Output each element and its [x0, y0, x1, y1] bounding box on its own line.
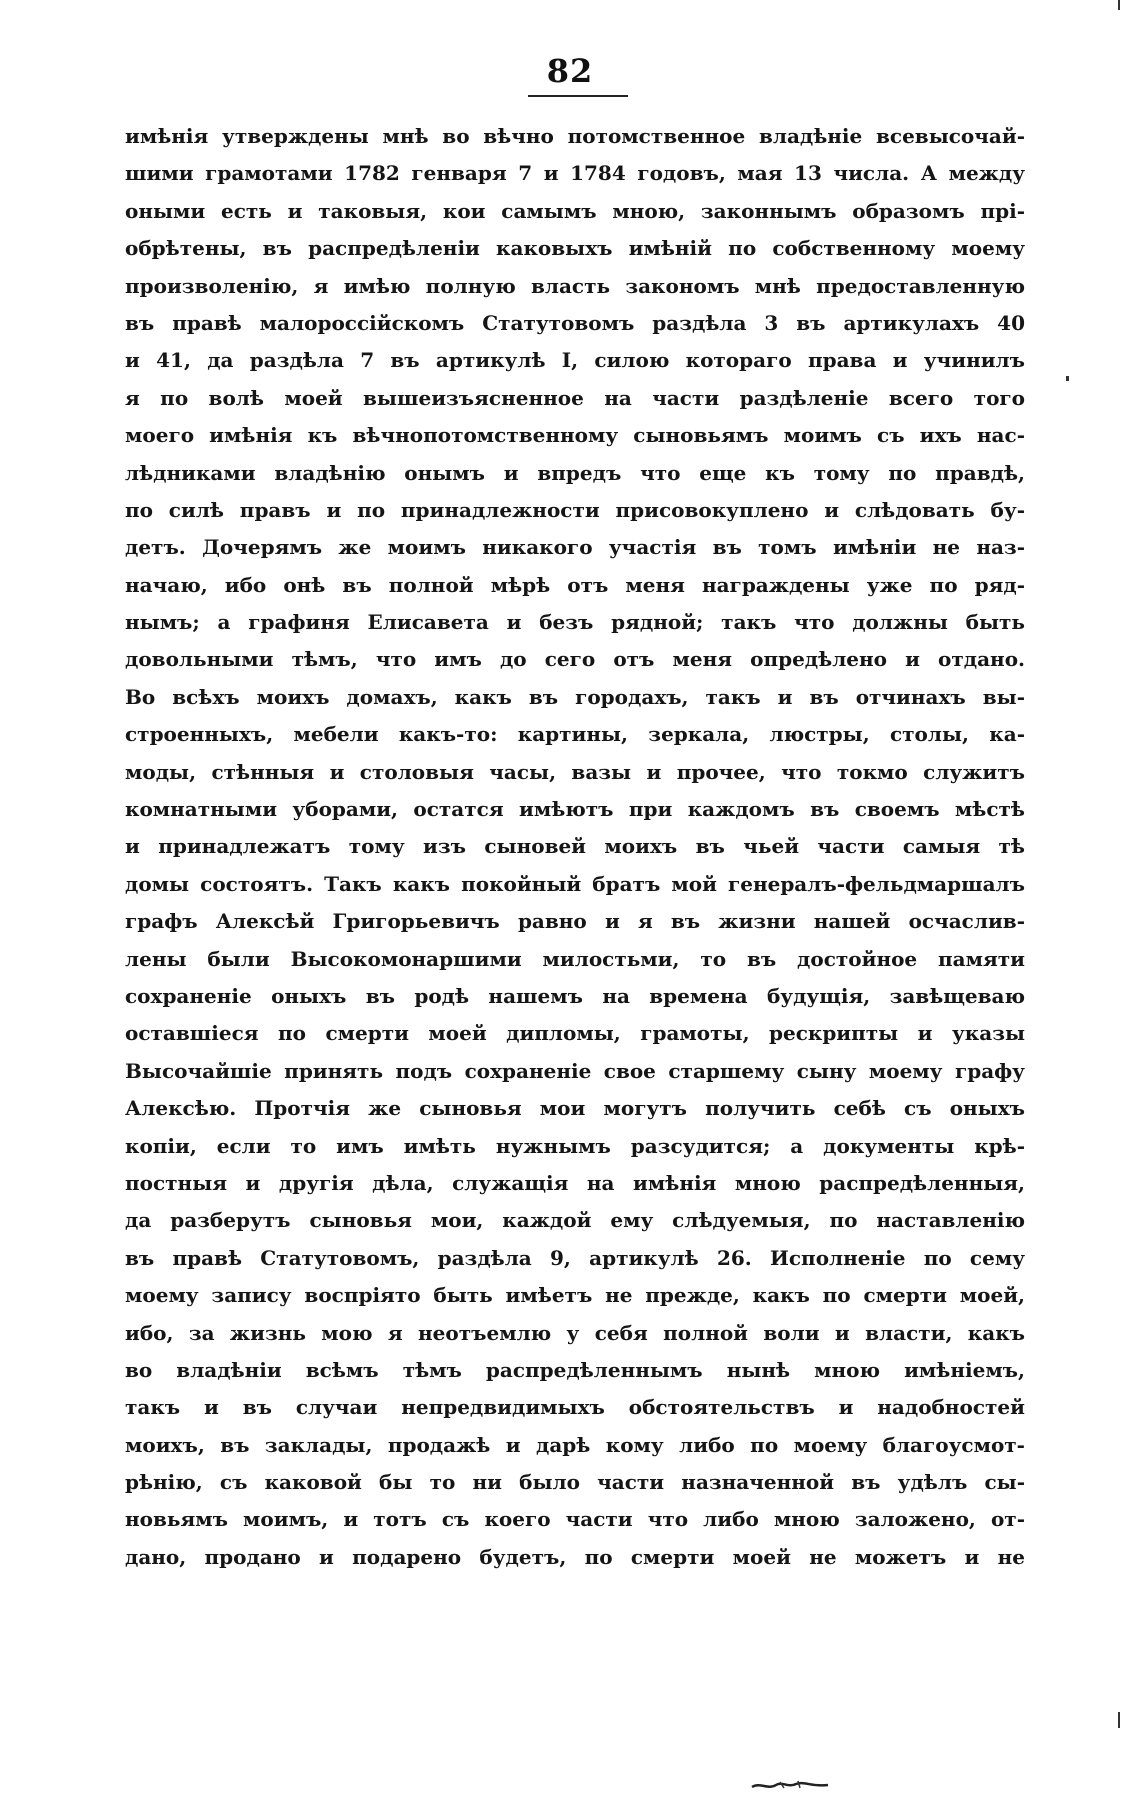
text-line: по силѣ правъ и по принадлежности присовокуплено и слѣдовать бу-	[125, 497, 1025, 522]
text-line: довольными тѣмъ, что имъ до сего отъ меня опредѣлено и отдано.	[125, 647, 1025, 672]
text-line: Высочайшіе принять подъ сохраненіе свое старшему сыну моему графу	[125, 1058, 1025, 1083]
text-line: новьямъ моимъ, и тотъ съ коего части что либо мною заложено, от-	[125, 1507, 1025, 1532]
text-line: такъ и въ случаи непредвидимыхъ обстоятельствъ и надобностей	[125, 1395, 1025, 1420]
text-line: Во всѣхъ моихъ домахъ, какъ въ городахъ, такъ и въ отчинахъ вы-	[125, 684, 1025, 709]
text-line: графъ Алексѣй Григорьевичъ равно и я въ жизни нашей осчаслив-	[125, 909, 1025, 934]
text-line: копіи, если то имъ имѣть нужнымъ разсудится; а документы крѣ-	[125, 1133, 1025, 1158]
text-line: лены были Высокомонаршими милостьми, то въ достойное памяти	[125, 946, 1025, 971]
text-line: и 41, да раздѣла 7 въ артикулѣ I, силою котораго права и учинилъ	[125, 348, 1025, 373]
text-line: въ правѣ Статутовомъ, раздѣла 9, артикулѣ 26. Исполненіе по сему	[125, 1245, 1025, 1270]
text-line: оставшіеся по смерти моей дипломы, грамоты, рескрипты и указы	[125, 1021, 1025, 1046]
text-line: обрѣтены, въ распредѣленіи каковыхъ имѣній по собственному моему	[125, 236, 1025, 261]
text-line: шими грамотами 1782 генваря 7 и 1784 годовъ, мая 13 числа. А между	[125, 161, 1025, 186]
text-line: домы состоятъ. Такъ какъ покойный братъ мой генералъ-фельдмаршалъ	[125, 871, 1025, 896]
page-body-text	[125, 118, 1025, 1576]
text-line: во владѣніи всѣмъ тѣмъ распредѣленнымъ нынѣ мною имѣніемъ,	[125, 1357, 1025, 1382]
text-line: моего имѣнія къ вѣчнопотомственному сыновьямъ моимъ съ ихъ нас-	[125, 423, 1025, 448]
margin-speck	[1118, 0, 1120, 10]
text-line: детъ. Дочерямъ же моимъ никакого участія въ томъ имѣніи не наз-	[125, 535, 1025, 560]
text-line: комнатными уборами, остатся имѣютъ при каждомъ въ своемъ мѣстѣ	[125, 797, 1025, 822]
text-line: моды, стѣнныя и столовыя часы, вазы и прочее, что токмо служитъ	[125, 759, 1025, 784]
margin-speck	[1118, 1712, 1120, 1728]
text-line: имѣнія утверждены мнѣ во вѣчно потомственное владѣніе всевысочай-	[125, 124, 1025, 148]
text-line: произволенію, я имѣю полную власть закономъ мнѣ предоставленную	[125, 273, 1025, 298]
text-line: постныя и другія дѣла, служащія на имѣнія мною распредѣленныя,	[125, 1170, 1025, 1195]
text-line: рѣнію, съ каковой бы то ни было части назначенной въ удѣлъ сы-	[125, 1470, 1025, 1495]
text-line: начаю, ибо онѣ въ полной мѣрѣ отъ меня награждены уже по ряд-	[125, 572, 1025, 597]
text-line: и принадлежатъ тому изъ сыновей моихъ въ чьей части самыя тѣ	[125, 834, 1025, 859]
text-line: моему запису воспріято быть имѣетъ не прежде, какъ по смерти моей,	[125, 1283, 1025, 1308]
text-line: ибо, за жизнь мою я неотъемлю у себя полной воли и власти, какъ	[125, 1320, 1025, 1345]
text-line: лѣдниками владѣнію онымъ и впредъ что еще къ тому по правдѣ,	[125, 460, 1025, 485]
page-number: 82	[546, 52, 594, 90]
text-line: сохраненіе оныхъ въ родѣ нашемъ на времена будущія, завѣщеваю	[125, 983, 1025, 1008]
text-line: въ правѣ малороссійскомъ Статутовомъ раздѣла 3 въ артикулахъ 40	[125, 310, 1025, 335]
text-line: моихъ, въ заклады, продажѣ и дарѣ кому либо по моему благоусмот-	[125, 1432, 1025, 1457]
text-line: строенныхъ, мебели какъ-то: картины, зеркала, люстры, столы, ка-	[125, 722, 1025, 747]
text-line: нымъ; а графиня Елисавета и безъ рядной; такъ что должны быть	[125, 610, 1025, 635]
text-line: да разберутъ сыновья мои, каждой ему слѣдуемыя, по наставленію	[125, 1208, 1025, 1233]
ink-smudge-icon	[750, 1778, 830, 1792]
margin-speck	[1066, 376, 1069, 381]
text-line: я по волѣ моей вышеизъясненное на части раздѣленіе всего того	[125, 385, 1025, 410]
header-rule	[528, 95, 628, 97]
text-line: дано, продано и подарено будетъ, по смерти моей не можетъ и не	[125, 1544, 1025, 1569]
text-line: Алексѣю. Протчія же сыновья мои могутъ получить себѣ съ оныхъ	[125, 1096, 1025, 1121]
text-line: оными есть и таковыя, кои самымъ мною, законнымъ образомъ прі-	[125, 198, 1025, 223]
